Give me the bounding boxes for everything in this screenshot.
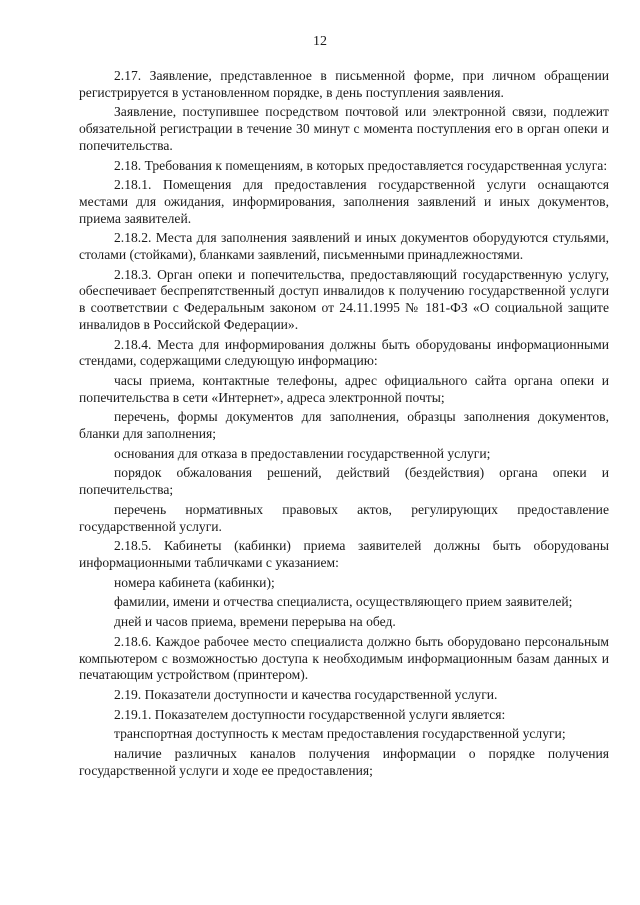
paragraph: дней и часов приема, времени перерыва на обед. [114,614,396,630]
paragraph: фамилии, имени и отчества специалиста, осуществляющего прием заявителей; [114,594,573,610]
paragraph: 2.18. Требования к помещениям, в которых предоставляется государственная услуга: [114,157,608,173]
paragraph: перечень, формы документов для заполнения, образцы заполнения документов, бланки для заполнения; [79,409,609,442]
paragraph: основания для отказа в предоставлении государственной услуги; [114,445,491,461]
paragraph: транспортная доступность к местам предоставления государственной услуги; [114,726,566,742]
paragraph: Заявление, поступившее посредством почтовой или электронной связи, подлежит обязательной регистрации в течение 30 минут с момента поступления его в орган опеки и попечительства. [79,104,609,153]
paragraph: 2.19. Показатели доступности и качества государственной услуги. [114,686,498,702]
paragraph: наличие различных каналов получения информации о порядке получения государственной услуги и ходе ее предоставления; [79,746,609,778]
paragraph: 2.17. Заявление, представленное в письменной форме, при личном обращении регистрируется в установленном порядке, в день поступления заявления. [79,68,609,100]
paragraph: 2.18.6. Каждое рабочее место специалиста должно быть оборудовано персональным компьютером с возможностью доступа к необходимым информационным базам данных и печатающим устройством (принтером). [79,633,609,683]
page-number: 12 [313,34,327,49]
paragraph: 2.18.4. Места для информирования должны быть оборудованы информационными стендами, содержащими следующую информацию: [79,336,609,369]
paragraph: порядок обжалования решений, действий (бездействия) органа опеки и попечительства; [79,465,609,498]
paragraph: перечень нормативных правовых актов, регулирующих предоставление государственной услуги. [79,501,609,534]
paragraph: 2.18.3. Орган опеки и попечительства, предоставляющий государственную услугу, обеспечивает беспрепятственный доступ инвалидов к получению государственной услуги в соответствии с Федеральным законом от 24.11.1995 № 181-ФЗ «О социальной защите инвалидов в Российской Федерации». [79,266,609,332]
paragraph: 2.18.5. Кабинеты (кабинки) приема заявителей должны быть оборудованы информационными табличками с указанием: [79,538,609,570]
paragraph: 2.19.1. Показателем доступности государственной услуги является: [114,706,506,722]
paragraph: 2.18.1. Помещения для предоставления государственной услуги оснащаются местами для ожидания, информирования, заполнения заявлений и иных документов, приема заявителей. [79,177,609,226]
document-body [79,68,609,782]
paragraph: часы приема, контактные телефоны, адрес официального сайта органа опеки и попечительства в сети «Интернет», адреса электронной почты; [79,372,609,405]
paragraph: номера кабинета (кабинки); [114,574,275,590]
paragraph: 2.18.2. Места для заполнения заявлений и иных документов оборудуются стульями, столами (стойками), бланками заявлений, письменными принадлежностями. [79,230,609,263]
